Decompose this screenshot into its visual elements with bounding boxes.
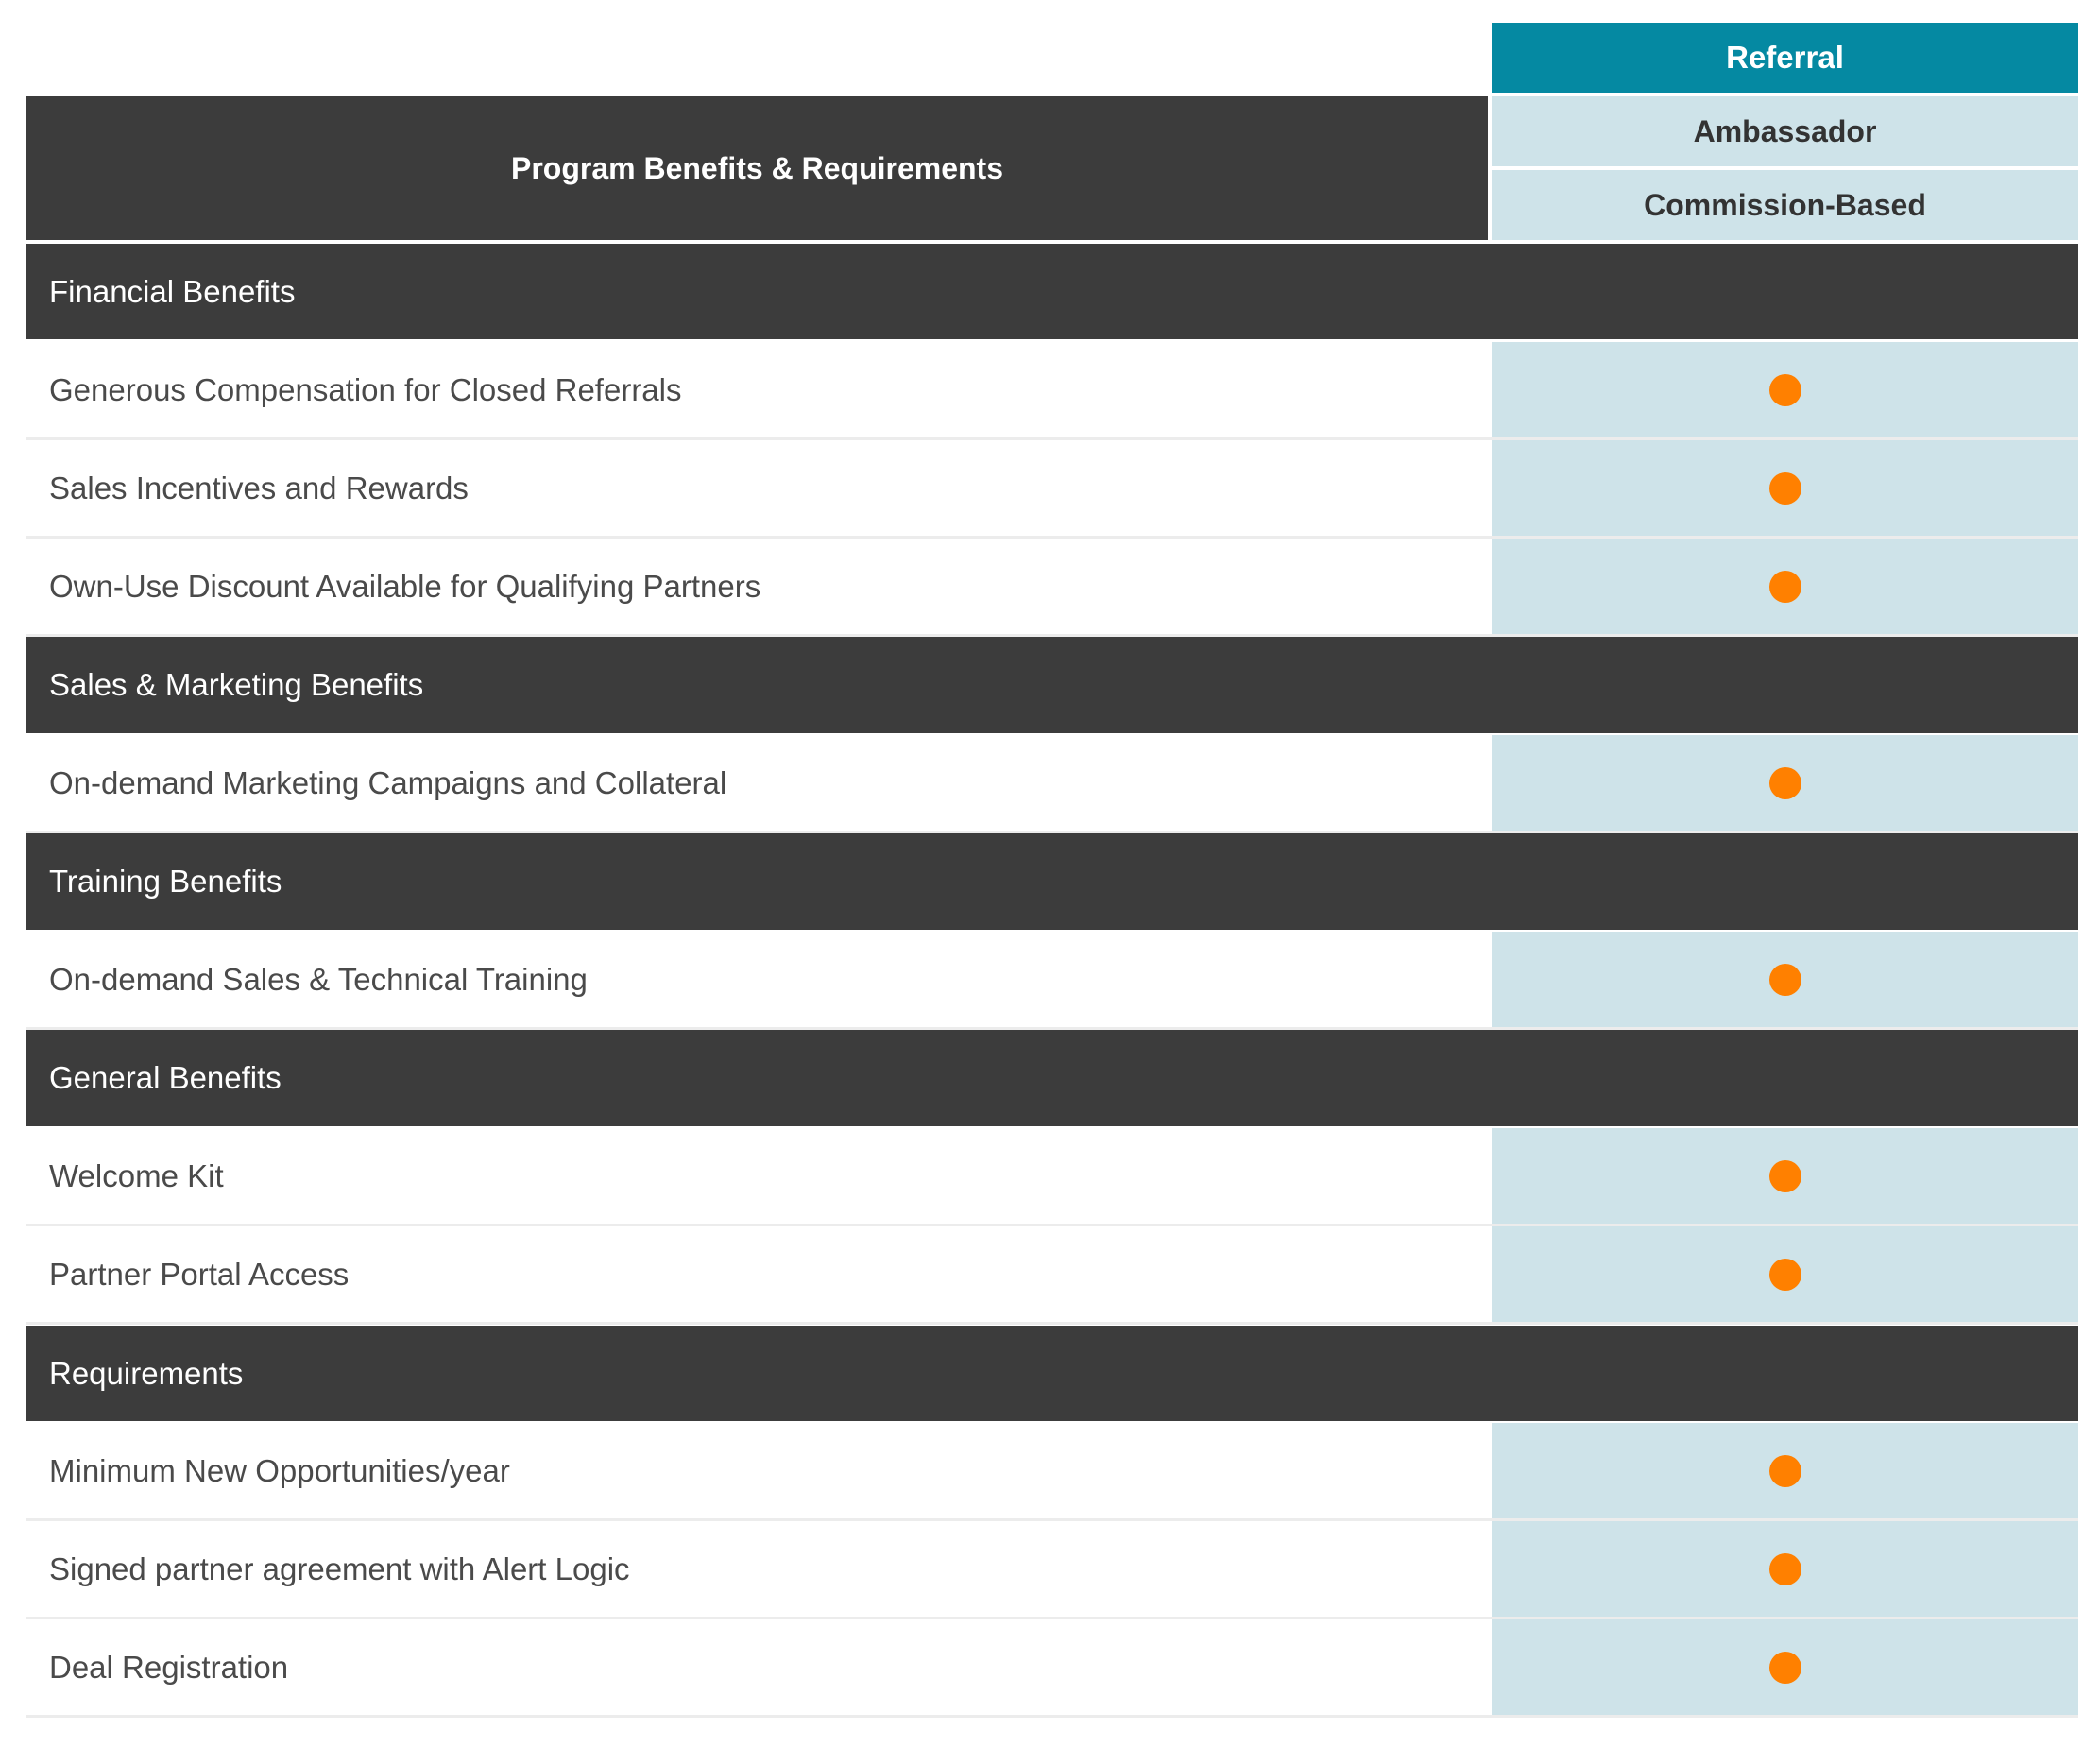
table-row (26, 1423, 2078, 1521)
row-label: Deal Registration (26, 1619, 1492, 1715)
benefit-cell (1492, 1128, 2078, 1224)
row-label: Signed partner agreement with Alert Logic (26, 1521, 1492, 1617)
orange-dot-icon (1769, 1160, 1801, 1192)
row-label: Partner Portal Access (26, 1226, 1492, 1322)
table-row (26, 539, 2078, 637)
section-financial-benefits (26, 244, 2078, 339)
section-general-benefits (26, 1030, 2078, 1126)
row-label: On-demand Marketing Campaigns and Collateral (26, 735, 1492, 831)
section-requirements (26, 1326, 2078, 1421)
benefit-cell (1492, 735, 2078, 831)
orange-dot-icon (1769, 964, 1801, 996)
row-label: Own-Use Discount Available for Qualifying Partners (26, 539, 1492, 634)
row-label: Generous Compensation for Closed Referrals (26, 342, 1492, 437)
program-benefits-header (26, 96, 1488, 240)
table-row (26, 440, 2078, 539)
section-title: Requirements (49, 1355, 244, 1391)
orange-dot-icon (1769, 1455, 1801, 1487)
row-label: Sales Incentives and Rewards (26, 440, 1492, 536)
tier-commission-based (1492, 170, 2078, 240)
table-row (26, 735, 2078, 833)
benefit-cell (1492, 932, 2078, 1027)
tier-ambassador (1492, 96, 2078, 166)
benefit-cell (1492, 1619, 2078, 1715)
orange-dot-icon (1769, 571, 1801, 603)
benefit-cell (1492, 1423, 2078, 1518)
referral-column-header (1492, 23, 2078, 93)
section-training-benefits (26, 833, 2078, 930)
row-label: Welcome Kit (26, 1128, 1492, 1224)
table-row (26, 932, 2078, 1030)
orange-dot-icon (1769, 374, 1801, 406)
orange-dot-icon (1769, 472, 1801, 505)
benefit-cell (1492, 342, 2078, 437)
table-row (26, 1521, 2078, 1619)
orange-dot-icon (1769, 1259, 1801, 1291)
table-row (26, 1226, 2078, 1325)
row-label: Minimum New Opportunities/year (26, 1423, 1492, 1518)
section-title: General Benefits (49, 1060, 282, 1095)
section-sales-marketing-benefits (26, 637, 2078, 733)
benefit-cell (1492, 539, 2078, 634)
benefit-cell (1492, 1521, 2078, 1617)
program-title: Program Benefits & Requirements (510, 150, 1003, 185)
table-row (26, 1619, 2078, 1718)
table-row (26, 1128, 2078, 1226)
benefit-cell (1492, 1226, 2078, 1322)
section-title: Sales & Marketing Benefits (49, 667, 424, 702)
referral-label: Referral (1726, 40, 1844, 75)
row-label: On-demand Sales & Technical Training (26, 932, 1492, 1027)
orange-dot-icon (1769, 1652, 1801, 1684)
tier-label: Commission-Based (1644, 187, 1926, 222)
table-row (26, 342, 2078, 440)
benefit-cell (1492, 440, 2078, 536)
section-title: Financial Benefits (49, 273, 296, 309)
orange-dot-icon (1769, 1553, 1801, 1585)
orange-dot-icon (1769, 767, 1801, 799)
tier-label: Ambassador (1693, 113, 1877, 148)
section-title: Training Benefits (49, 864, 282, 899)
